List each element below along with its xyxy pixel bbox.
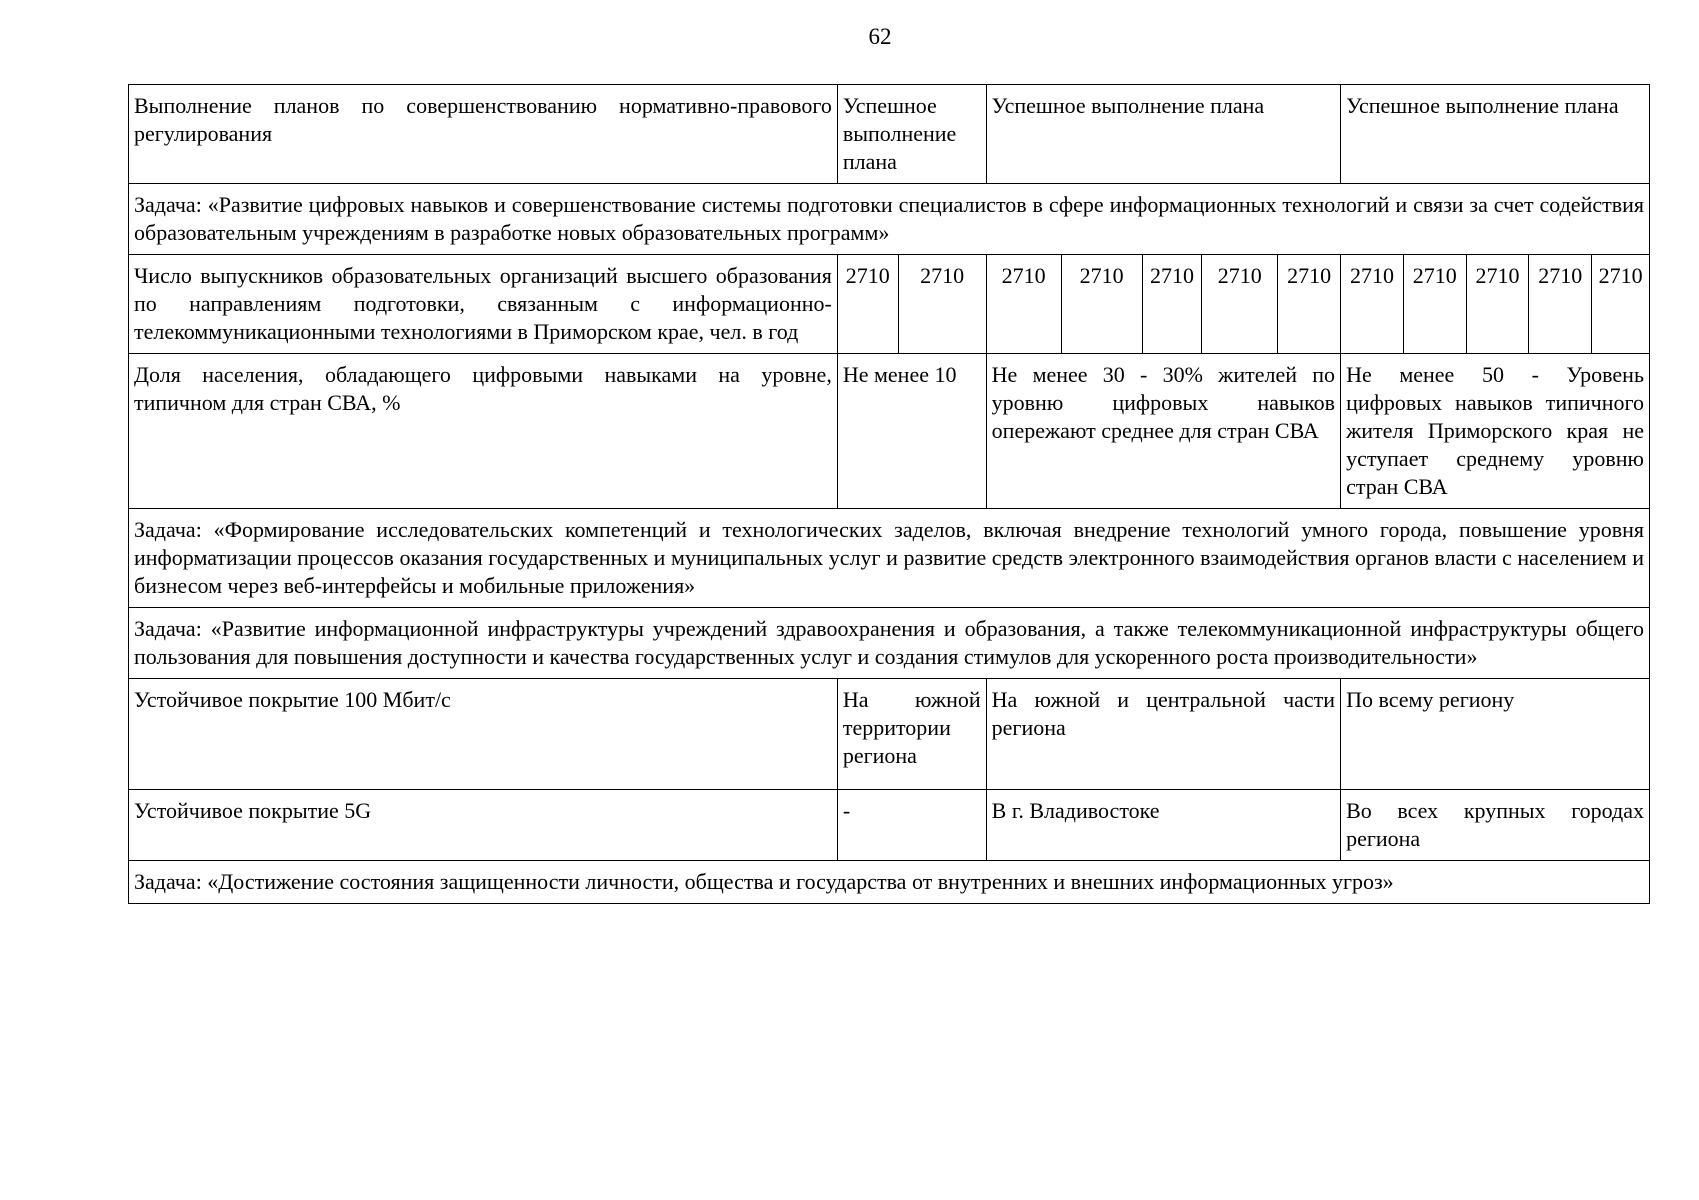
target-cell: По всему региону [1341,679,1650,790]
target-cell: В г. Владивостоке [986,790,1340,861]
task-row [129,184,1650,255]
value-cell: 2710 [1341,255,1404,354]
task-text: Задача: «Развитие цифровых навыков и совершенствование системы подготовки специалистов в сфере информационных технологий и связи за счет содействия образовательным учреждениям в разработке новых образовательных программ» [129,184,1650,255]
value-cell: 2710 [986,255,1061,354]
indicator-label: Выполнение планов по совершенствованию нормативно-правового регулирования [129,85,838,184]
value-cell: 2710 [1592,255,1650,354]
target-cell: Успешное выполнение плана [1341,85,1650,184]
table-row [129,354,1650,509]
task-row [129,509,1650,608]
value-cell: 2710 [1403,255,1466,354]
task-row [129,861,1650,904]
indicator-label: Устойчивое покрытие 100 Мбит/с [129,679,838,790]
value-cell: 2710 [1202,255,1278,354]
indicators-table [128,84,1650,904]
indicator-label: Устойчивое покрытие 5G [129,790,838,861]
target-cell: Успешное выполнение плана [986,85,1340,184]
value-cell: 2710 [1278,255,1341,354]
target-cell: Не менее 50 - Уровень цифровых навыков типичного жителя Приморского края не уступает среднему уровню стран СВА [1341,354,1650,509]
target-cell: Во всех крупных городах региона [1341,790,1650,861]
table-row [129,85,1650,184]
value-cell: 2710 [898,255,986,354]
value-cell: 2710 [1466,255,1529,354]
task-text: Задача: «Достижение состояния защищенности личности, общества и государства от внутренних и внешних информационных угроз» [129,861,1650,904]
indicator-label: Доля населения, обладающего цифровыми навыками на уровне, типичном для стран СВА, % [129,354,838,509]
target-cell: Не менее 30 - 30% жителей по уровню цифровых навыков опережают среднее для стран СВА [986,354,1340,509]
target-cell: Успешное выполнение плана [837,85,986,184]
table-row [129,679,1650,790]
value-cell: 2710 [837,255,898,354]
task-text: Задача: «Развитие информационной инфраструктуры учреждений здравоохранения и образования, а также телекоммуникационной инфраструктуры общего пользования для повышения доступности и качества государственных услуг и создания стимулов для ускоренного роста производительности» [129,608,1650,679]
target-cell: - [837,790,986,861]
value-cell: 2710 [1529,255,1592,354]
target-cell: На южной территории региона [837,679,986,790]
task-row [129,608,1650,679]
indicator-label: Число выпускников образовательных организаций высшего образования по направлениям подготовки, связанным с информационно-телекоммуникационными технологиями в Приморском крае, чел. в год [129,255,838,354]
page-number: 62 [868,24,892,49]
table-row [129,255,1650,354]
target-cell: На южной и центральной части региона [986,679,1340,790]
target-cell: Не менее 10 [837,354,986,509]
value-cell: 2710 [1061,255,1142,354]
value-cell: 2710 [1142,255,1202,354]
table-row [129,790,1650,861]
task-text: Задача: «Формирование исследовательских компетенций и технологических заделов, включая внедрение технологий умного города, повышение уровня информатизации процессов оказания государственных и муниципальных услуг и развитие средств электронного взаимодействия органов власти с населением и бизнесом через веб-интерфейсы и мобильные приложения» [129,509,1650,608]
